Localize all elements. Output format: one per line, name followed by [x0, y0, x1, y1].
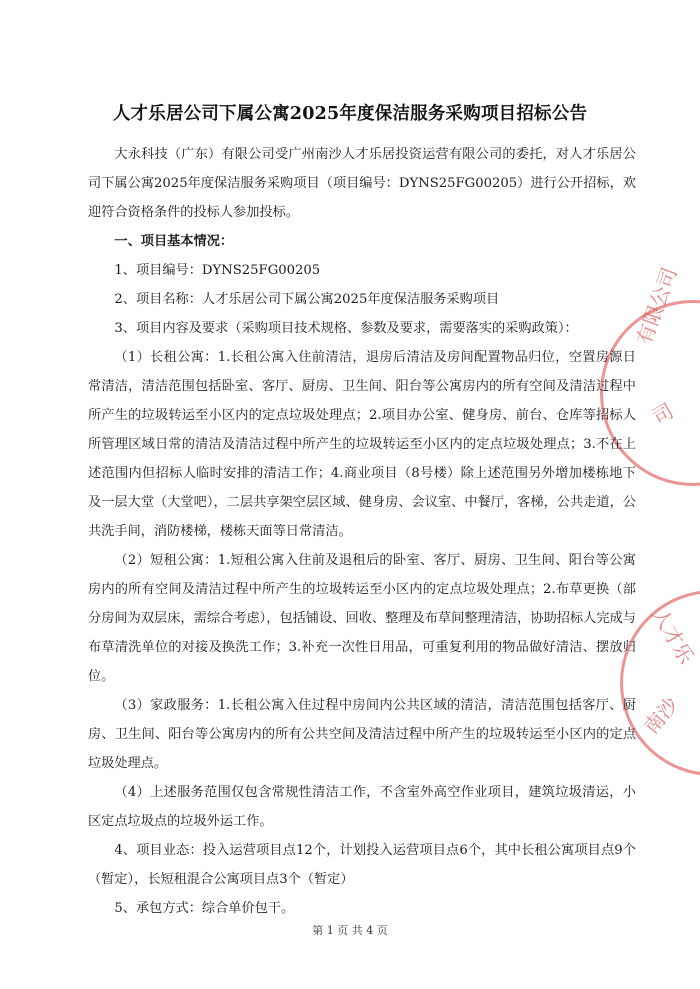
seal-text-c: 人才乐	[647, 604, 699, 668]
seal-text-a: 有限公司	[631, 264, 682, 348]
item-project-number: 1、项目编号：DYNS25FG00205	[114, 263, 321, 278]
page-title: 人才乐居公司下属公寓2025年度保洁服务采购项目招标公告	[112, 104, 588, 124]
seal-text-b: 司	[648, 398, 678, 430]
item-business-format: 4、项目业态：投入运营项目点12个，计划投入运营项目点6个，其中长租公寓项目点9个（暂定），长短租混合公寓项目点3个（暂定）	[88, 843, 636, 887]
intro-paragraph: 大永科技（广东）有限公司受广州南沙人才乐居投资运营有限公司的委托，对人才乐居公司下属公寓2025年度保洁服务采购项目（项目编号：DYNS25FG00205）进行公开招标，欢迎符合资格条件的投标人参加投标。	[88, 147, 636, 220]
item-contract-method: 5、承包方式：综合单价包干。	[114, 901, 295, 916]
item-project-name: 2、项目名称：人才乐居公司下属公寓2025年度保洁服务采购项目	[114, 292, 500, 307]
sub-long-term-apartment: （1）长租公寓：1.长租公寓入住前清洁，退房后清洁及房间配置物品归位，空置房源日常清洁，清洁范围包括卧室、客厅、厨房、卫生间、阳台等公寓房内的所有空间及清洁过程中所产生的垃圾转运至小区内的定点垃圾处理点；2.项目办公室、健身房、前台、仓库等招标人所管理区域日常的清洁及清洁过程中所产生的垃圾转运至小区内的定点垃圾处理点；3.不在上述范围内但招标人临时安排的清洁工作；4.商业项目（8号楼）除上述范围另外增加楼栋地下及一层大堂（大堂吧），二层共享架空层区域、健身房、会议室、中餐厅，客梯，公共走道，公共洗手间，消防楼梯，楼栋天面等日常清洁。	[88, 350, 636, 539]
seal-text-d: 南沙	[639, 692, 684, 739]
page-number: 第 1 页 共 4 页	[312, 924, 388, 937]
section-heading: 一、项目基本情况：	[114, 234, 234, 249]
document-body	[88, 140, 636, 923]
sub-housekeeping: （3）家政服务：1.长租公寓入住过程中房间内公共区域的清洁，清洁范围包括客厅、厨房、卫生间、阳台等公寓房内的所有公共空间及清洁过程中所产生的垃圾转运至小区内的定点垃圾处理点。	[88, 698, 636, 771]
sub-short-term-apartment: （2）短租公寓：1.短租公寓入住前及退租后的卧室、客厅、厨房、卫生间、阳台等公寓房内的所有空间及清洁过程中所产生的垃圾转运至小区内的定点垃圾处理点；2.布草更换（部分房间为双层床，需综合考虑），包括铺设、回收、整理及布草间整理清洁，协助招标人完成与布草清洗单位的对接及换洗工作；3.补充一次性日用品，可重复利用的物品做好清洁、摆放归位。	[88, 553, 636, 684]
sub-scope-note: （4）上述服务范围仅包含常规性清洁工作，不含室外高空作业项目，建筑垃圾清运，小区定点垃圾点的垃圾外运工作。	[88, 785, 636, 829]
item-project-content: 3、项目内容及要求（采购项目技术规格、参数及要求，需要落实的采购政策）：	[114, 321, 578, 336]
